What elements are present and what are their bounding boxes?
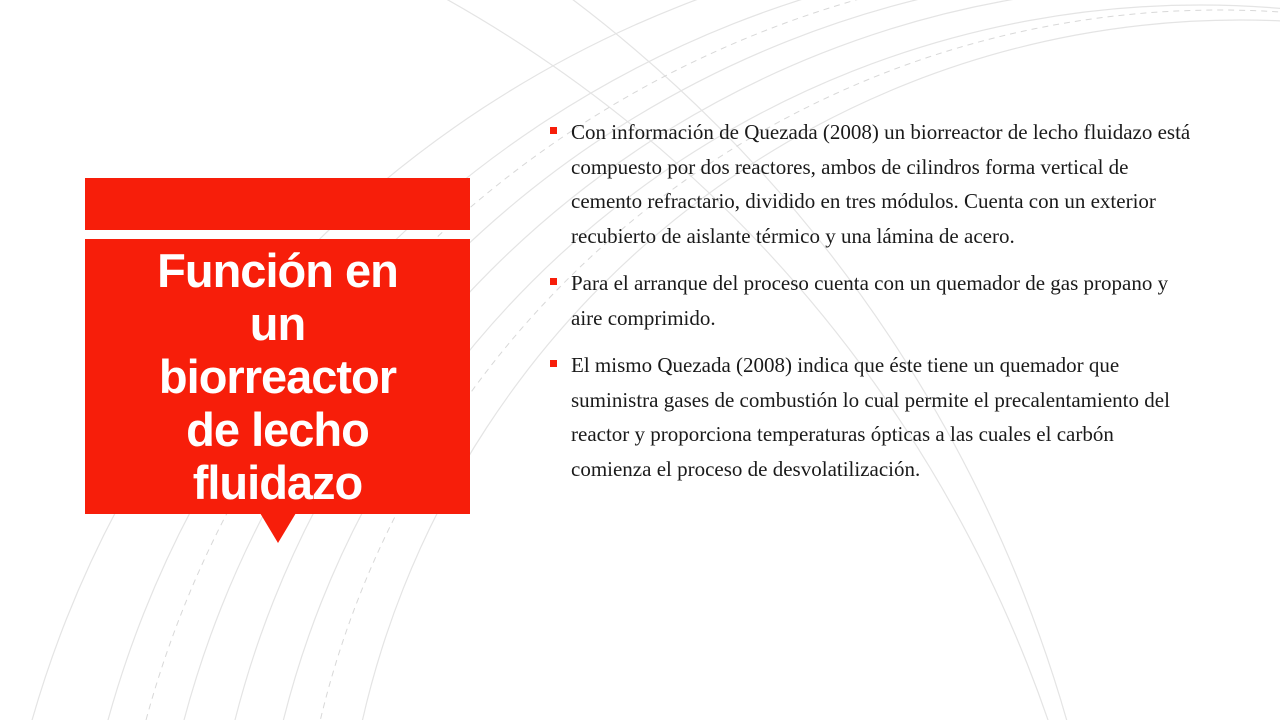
title-box <box>85 239 470 514</box>
square-bullet-icon <box>550 127 557 134</box>
square-bullet-icon <box>550 360 557 367</box>
bullet-item <box>548 115 1198 253</box>
bullet-list <box>548 115 1198 499</box>
title-accent-bar <box>85 178 470 230</box>
bullet-text: El mismo Quezada (2008) indica que éste tiene un quemador que suministra gases de combustión lo cual permite el precalentamiento del reactor y proporciona temperaturas ópticas a las cuales el carbón comienza el proceso de desvolatilización. <box>571 353 1170 481</box>
bullet-text: Con información de Quezada (2008) un biorreactor de lecho fluidazo está compuesto por dos reactores, ambos de cilindros forma vertical de cemento refractario, dividido en tres módulos. Cuenta con un exterior recubierto de aislante térmico y una lámina de acero. <box>571 120 1191 248</box>
square-bullet-icon <box>550 278 557 285</box>
title-pointer <box>260 513 296 543</box>
slide-title: Función en un biorreactor de lecho fluidazo <box>157 244 398 509</box>
bullet-item <box>548 266 1198 335</box>
bullet-text: Para el arranque del proceso cuenta con un quemador de gas propano y aire comprimido. <box>571 271 1169 330</box>
bullet-item <box>548 348 1198 486</box>
